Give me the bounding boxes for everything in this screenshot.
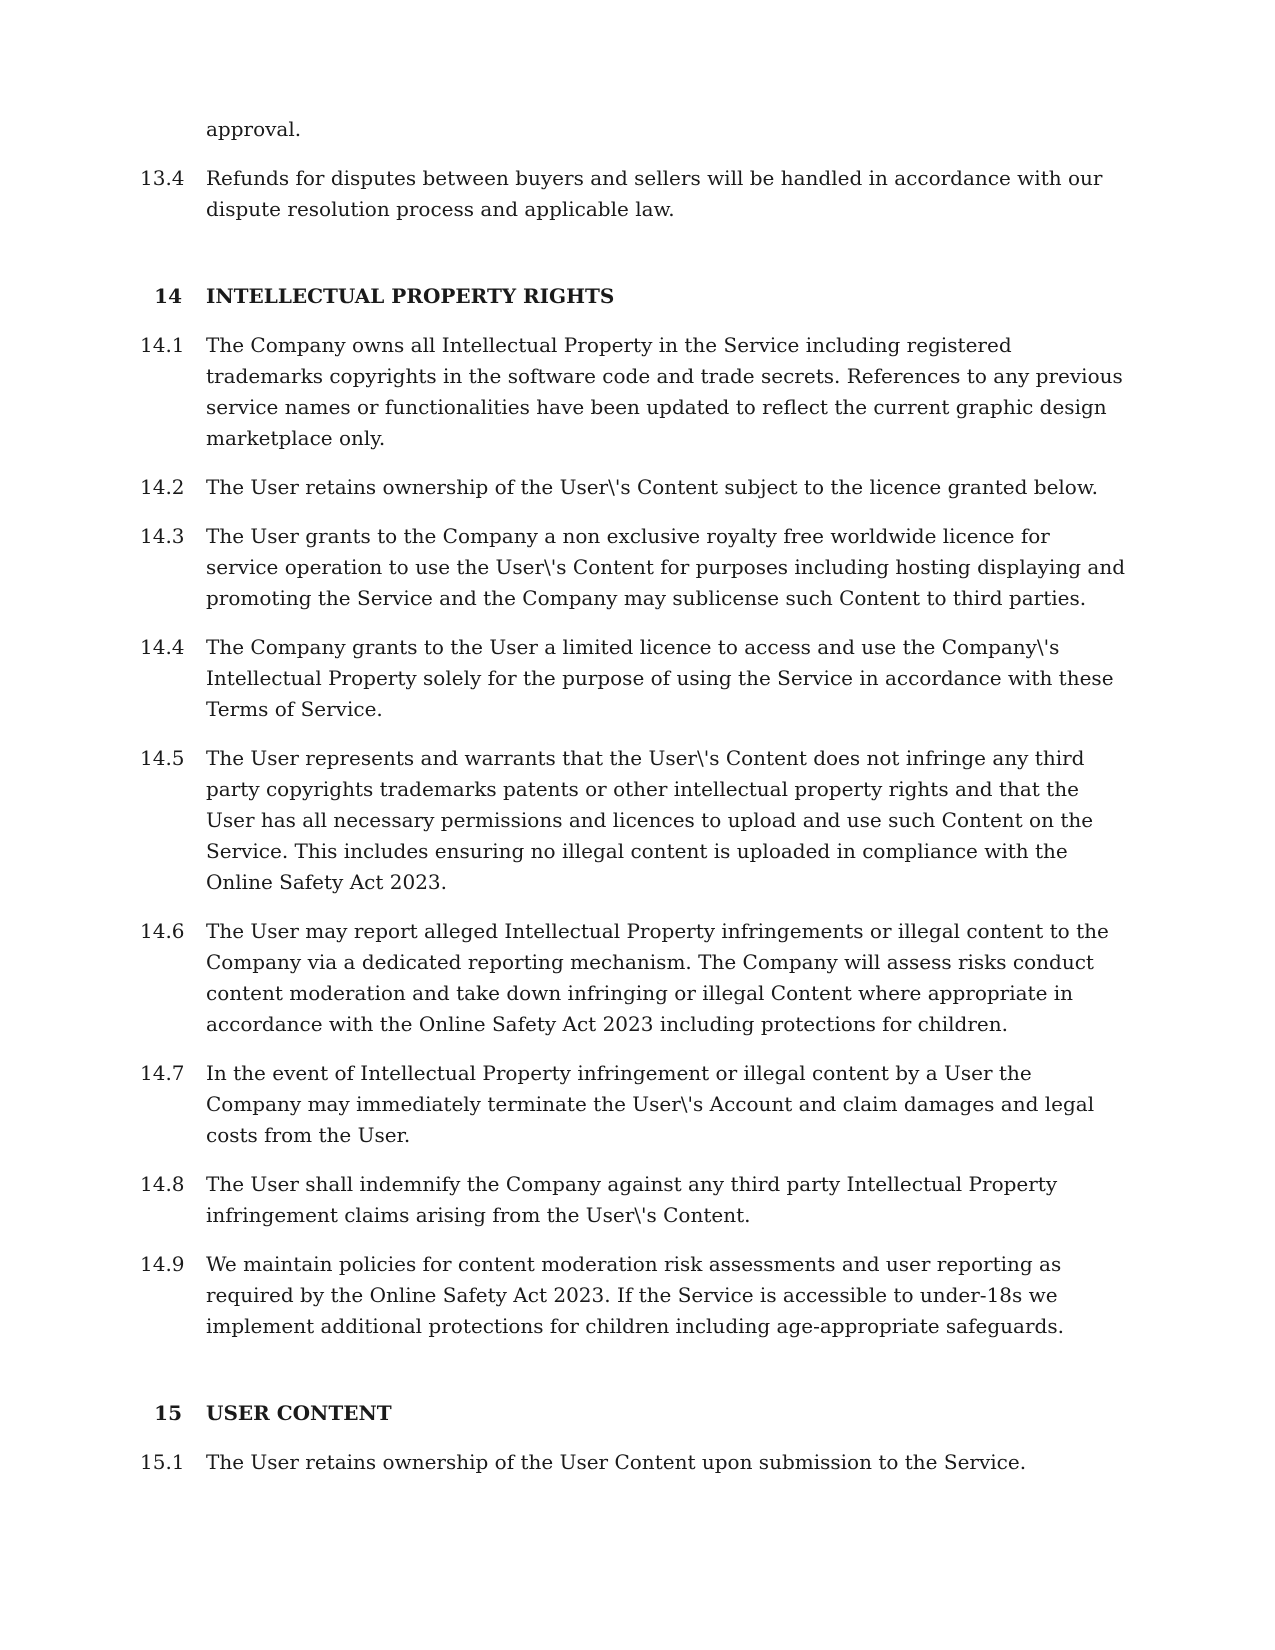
section-14-heading (140, 281, 1125, 312)
clause-text: The User retains ownership of the User\'s Content subject to the licence granted below. (206, 475, 1098, 499)
clause-text: The User retains ownership of the User Content upon submission to the Service. (206, 1450, 1027, 1474)
section-title: USER CONTENT (206, 1401, 392, 1425)
clause-14-9 (140, 1249, 1125, 1342)
clause-text: The User may report alleged Intellectual Property infringements or illegal content to the Company via a dedicated reporting mechanism. The Company will assess risks conduct content moderation and take down infringing or illegal Content where appropriate in accordance with the Online Safety Act 2023 including protections for children. (206, 919, 1109, 1036)
clause-number: 14.8 (140, 1172, 185, 1196)
clause-text: In the event of Intellectual Property infringement or illegal content by a User the Company may immediately terminate the User\'s Account and claim damages and legal costs from the User. (206, 1061, 1095, 1147)
section-number: 14 (154, 284, 182, 308)
clause-text: Refunds for disputes between buyers and sellers will be handled in accordance with our dispute resolution process and applicable law. (206, 166, 1103, 221)
clause-13-4 (140, 163, 1125, 225)
clause-text: The User represents and warrants that the User\'s Content does not infringe any third party copyrights trademarks patents or other intellectual property rights and that the User has all necessary permissions and licences to upload and use such Content on the Service. This includes ensuring no illegal content is uploaded in compliance with the Online Safety Act 2023. (206, 746, 1094, 894)
clause-number: 14.2 (140, 475, 185, 499)
clause-text: The User shall indemnify the Company against any third party Intellectual Property infringement claims arising from the User\'s Content. (206, 1172, 1058, 1227)
clause-number: 14.4 (140, 635, 185, 659)
clause-text: We maintain policies for content moderation risk assessments and user reporting as required by the Online Safety Act 2023. If the Service is accessible to under-18s we implement additional protections for children including age-appropriate safeguards. (206, 1252, 1064, 1338)
clause-14-2 (140, 472, 1125, 503)
clause-14-5 (140, 743, 1125, 898)
section-15-heading (140, 1398, 1125, 1429)
continuation-paragraph (140, 114, 1125, 145)
clause-text: The User grants to the Company a non exclusive royalty free worldwide licence for service operation to use the User\'s Content for purposes including hosting displaying and promoting the Service and the Company may sublicense such Content to third parties. (206, 524, 1126, 610)
clause-number: 14.7 (140, 1061, 185, 1085)
terms-document (140, 114, 1125, 1496)
clause-number: 14.5 (140, 746, 185, 770)
section-number: 15 (154, 1401, 182, 1425)
clause-text: The Company grants to the User a limited licence to access and use the Company\'s Intellectual Property solely for the purpose of using the Service in accordance with these Terms of Service. (206, 635, 1114, 721)
clause-14-8 (140, 1169, 1125, 1231)
clause-number: 15.1 (140, 1450, 185, 1474)
section-title: INTELLECTUAL PROPERTY RIGHTS (206, 284, 615, 308)
clause-number: 14.6 (140, 919, 185, 943)
clause-number: 14.9 (140, 1252, 185, 1276)
clause-14-3 (140, 521, 1125, 614)
clause-14-4 (140, 632, 1125, 725)
clause-14-7 (140, 1058, 1125, 1151)
clause-15-1 (140, 1447, 1125, 1478)
clause-text: The Company owns all Intellectual Property in the Service including registered trademarks copyrights in the software code and trade secrets. References to any previous service names or functionalities have been updated to reflect the current graphic design marketplace only. (206, 333, 1123, 450)
clause-14-1 (140, 330, 1125, 454)
clause-14-6 (140, 916, 1125, 1040)
paragraph-text: approval. (206, 117, 302, 141)
clause-number: 14.1 (140, 333, 185, 357)
clause-number: 13.4 (140, 166, 185, 190)
clause-number: 14.3 (140, 524, 185, 548)
